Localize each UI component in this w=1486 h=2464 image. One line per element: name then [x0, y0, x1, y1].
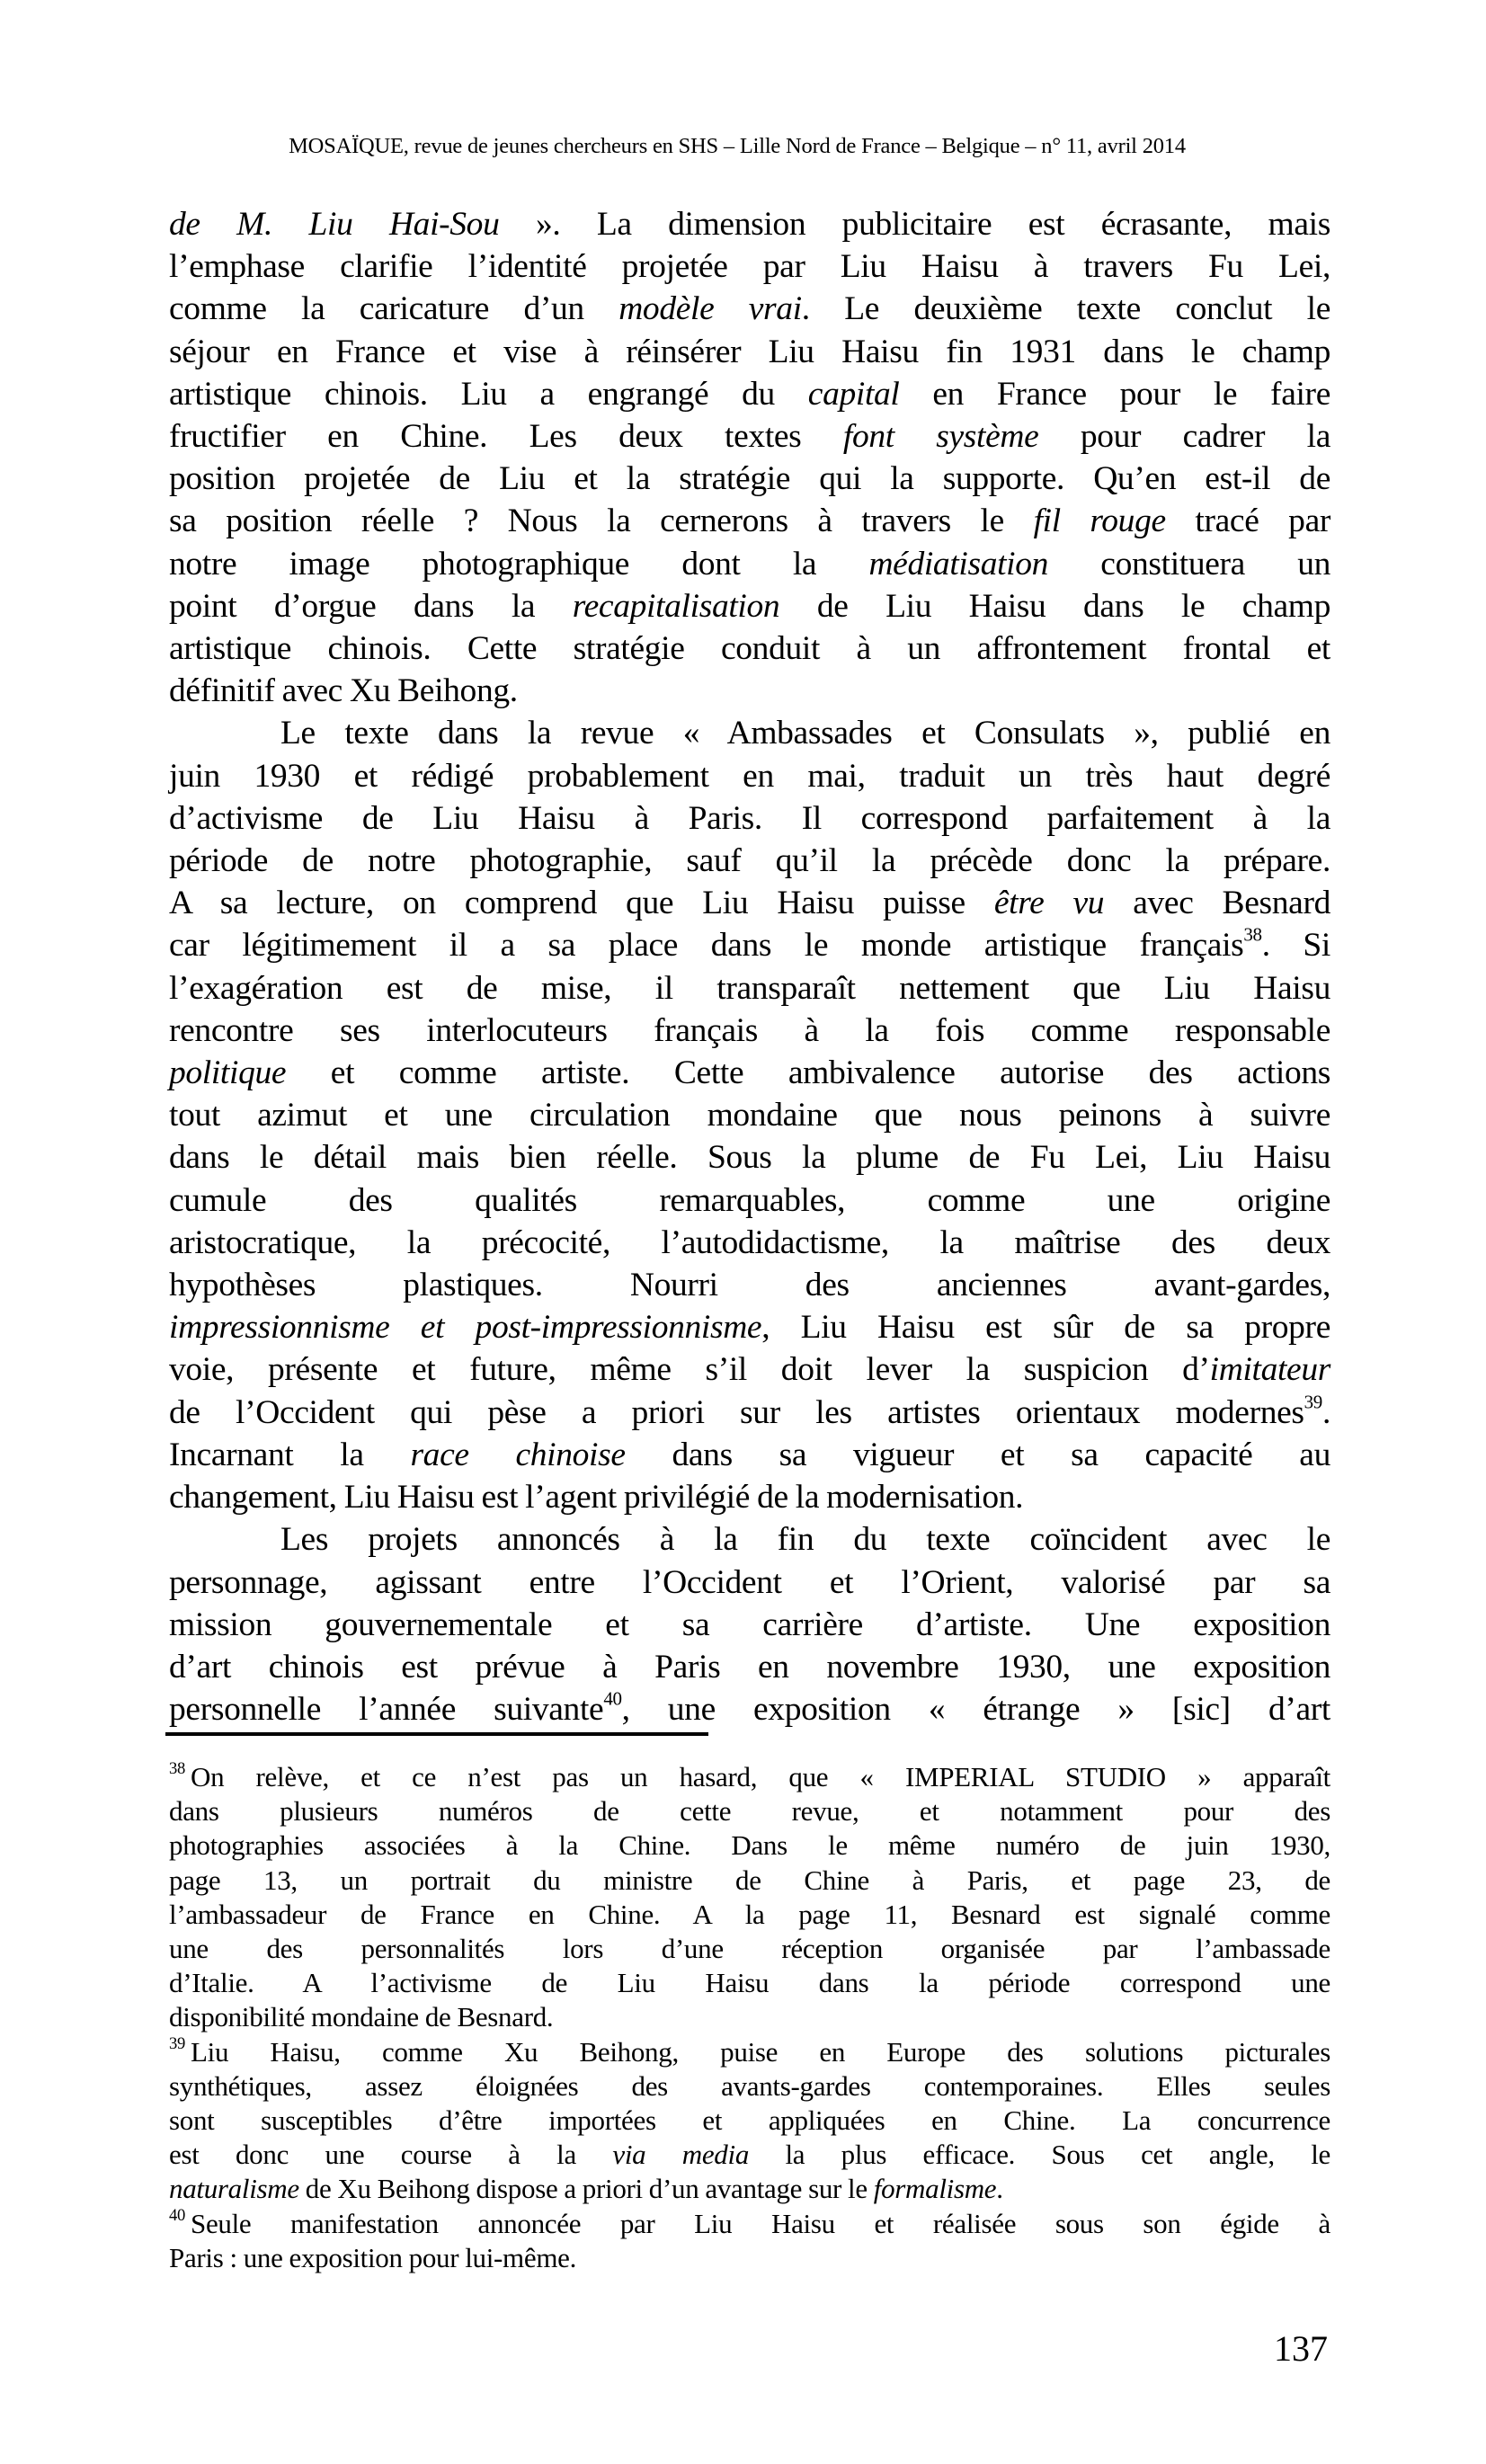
text-line	[169, 373, 1330, 415]
text-run: , une exposition « étrange » [sic] d’art	[621, 1691, 1330, 1729]
italic-run: recapitalisation	[572, 587, 780, 625]
footnote-line	[169, 1828, 1330, 1863]
text-line	[169, 1052, 1330, 1094]
text-line	[169, 627, 1330, 670]
text-line	[169, 670, 1330, 712]
text-run: et comme artiste. Cette ambivalence autorise des actions	[286, 1054, 1330, 1092]
italic-run: formalisme	[873, 2173, 997, 2205]
text-line	[169, 1476, 1330, 1518]
text-run: sa position réelle ? Nous la cernerons à travers le	[169, 503, 1034, 540]
running-header: MOSAÏQUE, revue de jeunes chercheurs en SHS – Lille Nord de France – Belgique – n° 11, avril 2014	[289, 134, 1186, 158]
text-run: . Si	[1261, 927, 1330, 965]
footnote-40	[169, 2207, 1330, 2275]
text-line	[169, 1306, 1330, 1348]
text-run: notre image photographique dont la	[169, 545, 869, 583]
text-run: d’art chinois est prévue à Paris en novembre 1930, une exposition	[169, 1648, 1330, 1686]
text-run: sont susceptibles d’être importées et appliquées en Chine. La concurrence	[169, 2104, 1330, 2137]
text-run: point d’orgue dans la	[169, 587, 573, 625]
text-run: séjour en France et vise à réinsérer Liu Haisu fin 1931 dans le champ	[169, 333, 1330, 370]
footnote-line	[169, 1932, 1330, 1966]
text-line	[169, 203, 1330, 245]
page-number: 137	[1274, 2328, 1328, 2369]
text-line	[169, 1561, 1330, 1604]
italic-run: via media	[612, 2139, 750, 2171]
text-line	[169, 840, 1330, 882]
footnote-line	[169, 2069, 1330, 2104]
text-line	[169, 712, 1330, 754]
footnote-number: 38	[169, 1759, 185, 1779]
text-run: voie, présente et future, même s’il doit lever la suspicion d’	[169, 1351, 1210, 1389]
text-run: Liu Haisu, comme Xu Beihong, puise en Europe des solutions picturales	[191, 2035, 1330, 2068]
text-run: l’exagération est de mise, il transparaît nettement que Liu Haisu	[169, 969, 1330, 1007]
text-run: disponibilité mondaine de Besnard.	[169, 2001, 554, 2033]
text-line	[169, 245, 1330, 288]
text-run: de Xu Beihong dispose a priori d’un avantage sur le	[298, 2173, 874, 2205]
footnote-separator	[165, 1732, 708, 1736]
footnote-line	[169, 2000, 1330, 2034]
text-run: avec Besnard	[1104, 885, 1330, 922]
text-line	[169, 543, 1330, 585]
body-text	[169, 203, 1330, 1730]
italic-run: race chinoise	[410, 1436, 626, 1473]
footnote-38	[169, 1760, 1330, 2035]
footnote-reference[interactable]: 40	[603, 1687, 622, 1710]
text-line	[169, 924, 1330, 966]
text-run: , Liu Haisu est sûr de sa propre	[761, 1309, 1330, 1347]
footnote-line	[169, 2138, 1330, 2172]
text-run: d’activisme de Liu Haisu à Paris. Il correspond parfaitement à la	[169, 799, 1330, 837]
italic-run: capital	[807, 375, 900, 413]
text-line	[169, 882, 1330, 924]
footnote-line	[169, 1794, 1330, 1828]
text-line	[169, 1136, 1330, 1179]
text-run: Seule manifestation annoncée par Liu Haisu et réalisée sous son égide à	[191, 2207, 1330, 2239]
footnote-line	[169, 2241, 1330, 2275]
italic-run: modèle vrai	[618, 290, 802, 328]
text-line	[169, 797, 1330, 840]
text-line	[169, 967, 1330, 1010]
text-line	[169, 585, 1330, 627]
text-line	[169, 1392, 1330, 1434]
footnote-number: 39	[169, 2033, 185, 2053]
footnote-line	[169, 1760, 1330, 1794]
footnote-reference[interactable]: 38	[1243, 924, 1262, 947]
text-line	[169, 1264, 1330, 1306]
text-run: période de notre photographie, sauf qu’il la précède donc la prépare.	[169, 842, 1330, 880]
text-line	[169, 1688, 1330, 1730]
text-line	[169, 1646, 1330, 1688]
text-run: l’ambassadeur de France en Chine. A la page 11, Besnard est signalé comme	[169, 1898, 1330, 1930]
text-run: changement, Liu Haisu est l’agent privilégié de la modernisation.	[169, 1479, 1024, 1517]
text-run: Paris : une exposition pour lui-même.	[169, 2241, 577, 2273]
text-run: cumule des qualités remarquables, comme une origine	[169, 1181, 1330, 1219]
text-run: d’Italie. A l’activisme de Liu Haisu dans la période correspond une	[169, 1967, 1330, 1999]
footnote-number: 40	[169, 2205, 185, 2225]
text-run: Le texte dans la revue « Ambassades et Consulats », publié en	[280, 715, 1330, 752]
body-paragraph	[169, 712, 1330, 1518]
footnote-line	[169, 2207, 1330, 2241]
footnote-line	[169, 1966, 1330, 2000]
text-run: pour cadrer la	[1038, 418, 1330, 456]
text-run: mission gouvernementale et sa carrière d’artiste. Une exposition	[169, 1606, 1330, 1643]
text-run: photographies associées à la Chine. Dans le même numéro de juin 1930,	[169, 1829, 1330, 1862]
text-run: l’emphase clarifie l’identité projetée par Liu Haisu à travers Fu Lei,	[169, 248, 1330, 286]
text-line	[169, 1518, 1330, 1561]
italic-run: médiatisation	[868, 545, 1049, 583]
italic-run: fil rouge	[1033, 503, 1166, 540]
text-line	[169, 288, 1330, 330]
text-run: juin 1930 et rédigé probablement en mai, traduit un très haut degré	[169, 757, 1330, 795]
text-run: dans sa vigueur et sa capacité au	[625, 1436, 1330, 1473]
text-run: hypothèses plastiques. Nourri des anciennes avant-gardes,	[169, 1267, 1330, 1304]
text-line	[169, 1604, 1330, 1646]
text-run: la plus efficace. Sous cet angle, le	[749, 2139, 1331, 2171]
text-run: est donc une course à la	[169, 2139, 613, 2171]
footnote-line	[169, 2172, 1330, 2206]
italic-run: être vu	[993, 885, 1105, 922]
italic-run: imitateur	[1209, 1351, 1330, 1389]
text-run: personnage, agissant entre l’Occident et l’Orient, valorisé par sa	[169, 1563, 1330, 1601]
footnote-line	[169, 2035, 1330, 2069]
text-run: Les projets annoncés à la fin du texte coïncident avec le	[280, 1521, 1330, 1559]
footnote-39	[169, 2035, 1330, 2207]
italic-run: de M. Liu Hai-Sou	[169, 206, 500, 243]
italic-run: politique	[169, 1054, 287, 1092]
text-run: synthétiques, assez éloignées des avants-gardes contemporaines. Elles seules	[169, 2069, 1330, 2102]
text-run: page 13, un portrait du ministre de Chine à Paris, et page 23, de	[169, 1864, 1330, 1896]
text-run: .	[996, 2173, 1003, 2205]
text-run: personnelle l’année suivante	[169, 1691, 604, 1729]
text-run: artistique chinois. Liu a engrangé du	[169, 375, 808, 413]
footnote-line	[169, 1864, 1330, 1898]
footnote-reference[interactable]: 39	[1304, 1391, 1322, 1413]
text-run: en France pour le faire	[899, 375, 1330, 413]
text-run: une des personnalités lors d’une réception organisée par l’ambassade	[169, 1933, 1330, 1965]
text-line	[169, 755, 1330, 797]
text-run: . Le deuxième texte conclut le	[801, 290, 1330, 328]
text-run: de l’Occident qui pèse a priori sur les artistes orientaux modernes	[169, 1393, 1304, 1431]
text-run: .	[1321, 1393, 1330, 1431]
text-line	[169, 458, 1330, 500]
text-run: définitif avec Xu Beihong.	[169, 672, 518, 710]
text-line	[169, 1179, 1330, 1222]
text-run: position projetée de Liu et la stratégie qui la supporte. Qu’en est-il de	[169, 460, 1330, 498]
footnote-line	[169, 1898, 1330, 1932]
text-run: tout azimut et une circulation mondaine que nous peinons à suivre	[169, 1097, 1330, 1134]
text-line	[169, 500, 1330, 542]
footnotes	[169, 1760, 1330, 2275]
footnote-line	[169, 2104, 1330, 2138]
text-run: comme la caricature d’un	[169, 290, 619, 328]
italic-run: impressionnisme et post-impressionnisme	[169, 1309, 762, 1347]
text-run: tracé par	[1165, 503, 1331, 540]
italic-run: font système	[842, 418, 1039, 456]
text-line	[169, 1094, 1330, 1136]
text-run: fructifier en Chine. Les deux textes	[169, 418, 843, 456]
text-line	[169, 331, 1330, 373]
text-run: Incarnant la	[169, 1436, 411, 1473]
italic-run: naturalisme	[169, 2173, 299, 2205]
body-paragraph	[169, 1518, 1330, 1730]
text-line	[169, 1222, 1330, 1264]
text-run: dans plusieurs numéros de cette revue, et notamment pour des	[169, 1795, 1330, 1828]
text-run: rencontre ses interlocuteurs français à la fois comme responsable	[169, 1011, 1330, 1049]
body-paragraph	[169, 203, 1330, 712]
text-run: dans le détail mais bien réelle. Sous la plume de Fu Lei, Liu Haisu	[169, 1139, 1330, 1177]
text-run: de Liu Haisu dans le champ	[779, 587, 1331, 625]
text-run: constituera un	[1048, 545, 1330, 583]
text-run: On relève, et ce n’est pas un hasard, que « IMPERIAL STUDIO » apparaît	[191, 1761, 1330, 1792]
text-run: car légitimement il a sa place dans le monde artistique français	[169, 927, 1244, 965]
text-run: A sa lecture, on comprend que Liu Haisu puisse	[169, 885, 994, 922]
text-run: ». La dimension publicitaire est écrasante, mais	[499, 206, 1330, 243]
text-run: artistique chinois. Cette stratégie conduit à un affrontement frontal et	[169, 630, 1330, 668]
text-line	[169, 1434, 1330, 1476]
text-line	[169, 415, 1330, 458]
text-line	[169, 1010, 1330, 1052]
text-run: aristocratique, la précocité, l’autodidactisme, la maîtrise des deux	[169, 1223, 1330, 1261]
text-line	[169, 1348, 1330, 1391]
